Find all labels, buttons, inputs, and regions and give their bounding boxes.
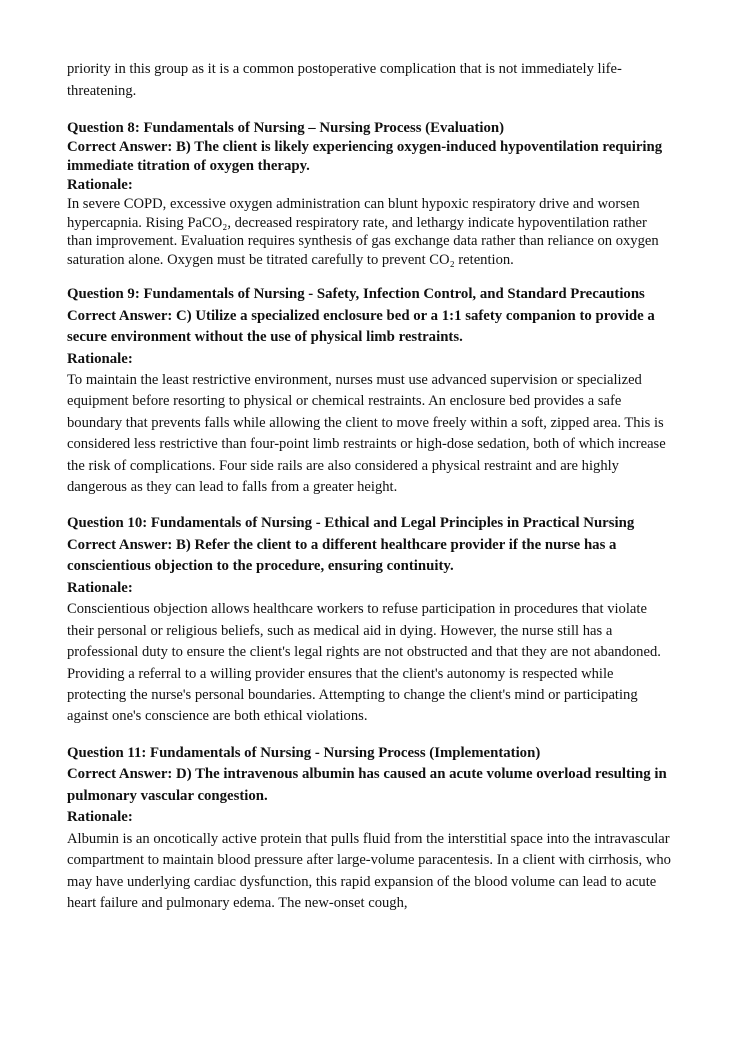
question-8-block bbox=[67, 119, 673, 269]
question-8-answer: Correct Answer: B) The client is likely experiencing oxygen-induced hypoventilation requiring immediate titration of oxygen therapy. bbox=[67, 139, 663, 174]
question-8-rationale-label: Rationale: bbox=[67, 177, 133, 193]
intro-paragraph: priority in this group as it is a common postoperative complication that is not immediately life-threatening. bbox=[67, 61, 622, 99]
question-9-heading: Question 9: Fundamentals of Nursing - Safety, Infection Control, and Standard Precautions bbox=[67, 286, 645, 302]
question-11-answer: Correct Answer: D) The intravenous albumin has caused an acute volume overload resulting in pulmonary vascular congestion. bbox=[67, 766, 667, 804]
question-9-rationale-label: Rationale: bbox=[67, 350, 133, 367]
question-11-heading: Question 11: Fundamentals of Nursing - Nursing Process (Implementation) bbox=[67, 744, 541, 761]
question-9-rationale: To maintain the least restrictive environment, nurses must use advanced supervision or specialized equipment before resorting to physical or chemical restraints. An enclosure bed provides a safe boundary that prevents falls while allowing the client to move freely within a soft, zipped area. This is considered less restrictive than four-point limb restraints or high-dose sedation, both of which increase the risk of complications. Four side rails are also considered a physical restraint and are highly dangerous as they can lead to falls from a greater height. bbox=[67, 372, 666, 496]
document-page bbox=[67, 59, 673, 915]
question-11-rationale-label: Rationale: bbox=[67, 809, 133, 826]
question-11-rationale: Albumin is an oncotically active protein that pulls fluid from the interstitial space into the intravascular compartment to maintain blood pressure after large-volume paracentesis. In a client with cirrhosis, who may have underlying cardiac dysfunction, this rapid expansion of the blood volume can lead to acute heart failure and pulmonary edema. The new-onset cough, bbox=[67, 830, 671, 912]
question-10-answer: Correct Answer: B) Refer the client to a different healthcare provider if the nurse has a conscientious objection to the procedure, ensuring continuity. bbox=[67, 536, 617, 575]
question-9-block bbox=[67, 284, 673, 498]
question-8-rationale: In severe COPD, excessive oxygen administration can blunt hypoxic respiratory drive and worsen hypercapnia. Rising PaCO₂, decreased respiratory rate, and lethargy indicate hypoventilation rather than improvement. Evaluation requires synthesis of gas exchange data rather than reliance on oxygen saturation alone. Oxygen must be titrated carefully to prevent CO₂ retention. bbox=[67, 196, 659, 268]
question-11-block bbox=[67, 743, 673, 915]
question-10-rationale-label: Rationale: bbox=[67, 579, 133, 596]
question-10-heading: Question 10: Fundamentals of Nursing - Ethical and Legal Principles in Practical Nursing bbox=[67, 515, 635, 532]
question-8-heading: Question 8: Fundamentals of Nursing – Nursing Process (Evaluation) bbox=[67, 120, 505, 136]
question-10-rationale: Conscientious objection allows healthcare workers to refuse participation in procedures that violate their personal or religious beliefs, such as medical aid in dying. However, the nurse still has a professional duty to ensure the client's legal rights are not obstructed and that they are not abandoned. Providing a referral to a willing provider ensures that the client's autonomy is respected while protecting the nurse's personal boundaries. Attempting to change the client's mind or participating against one's conscience are both ethical violations. bbox=[67, 601, 661, 725]
question-9-answer: Correct Answer: C) Utilize a specialized enclosure bed or a 1:1 safety companion to provide a secure environment without the use of physical limb restraints. bbox=[67, 307, 655, 345]
question-10-block bbox=[67, 513, 673, 727]
